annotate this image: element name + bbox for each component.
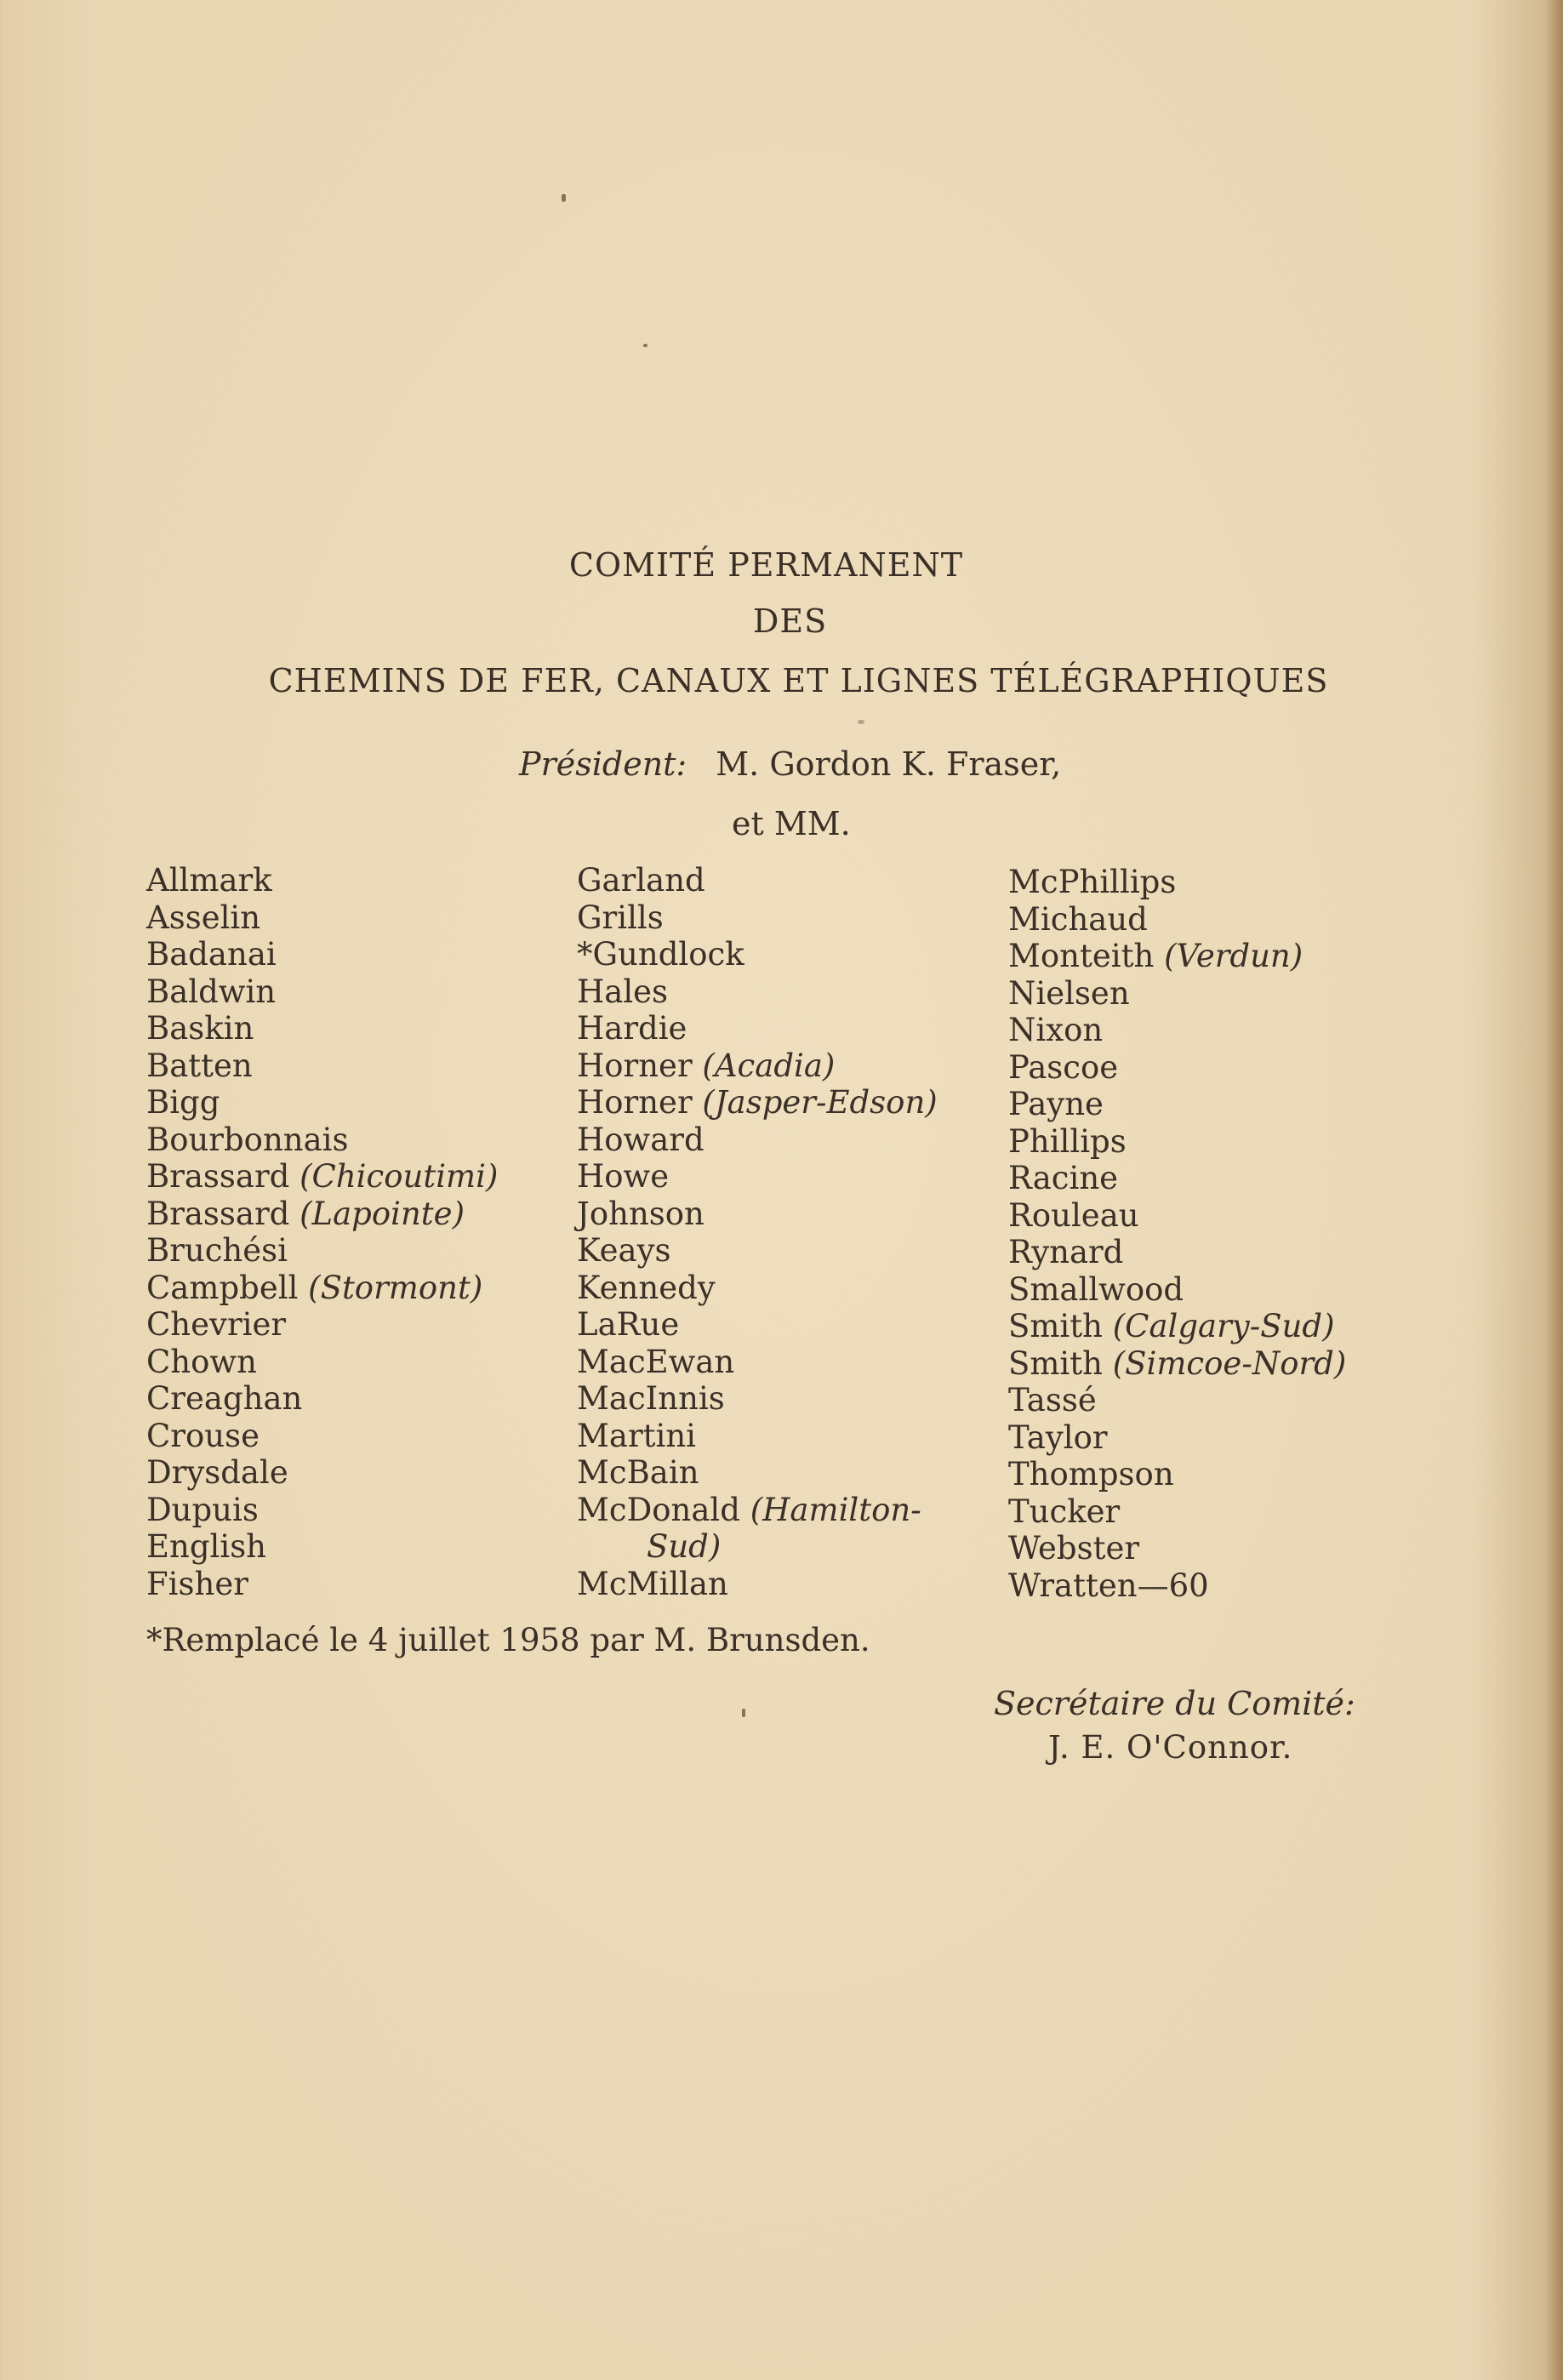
member-entry [146,1454,498,1492]
member-entry [1008,1345,1346,1383]
member-name: Asselin [146,899,261,936]
member-entry [1008,1567,1346,1605]
member-name: Thompson [1008,1456,1174,1492]
member-name: McBain [577,1454,699,1491]
member-name: MacInnis [577,1380,725,1417]
president-name: M. Gordon K. Fraser, [716,745,1062,783]
member-name: Payne [1008,1086,1104,1122]
member-name: Keays [577,1232,671,1269]
member-name: Chevrier [146,1306,287,1343]
member-district: (Simcoe-Nord) [1112,1344,1347,1382]
member-entry [1008,1234,1346,1271]
member-entry [577,1158,938,1196]
member-name: Baldwin [146,973,277,1010]
member-entry [1008,1456,1346,1493]
member-entry [1008,1160,1346,1197]
member-entry [1008,1308,1346,1345]
member-entry [146,1492,498,1529]
page-edge-shadow [1544,0,1563,2380]
member-district: (Lapointe) [299,1195,465,1232]
member-name: McPhillips [1008,864,1177,900]
paper-speck [562,194,566,202]
member-name: Dupuis [146,1491,259,1528]
member-name: Tassé [1008,1382,1097,1418]
member-entry [146,1010,498,1047]
member-name: Batten [146,1047,253,1084]
member-name: Creaghan [146,1380,303,1417]
member-entry [577,1047,938,1085]
member-entry [577,1232,938,1270]
member-name: Allmark [146,862,272,899]
member-entry [146,936,498,973]
member-name: Monteith [1008,938,1165,974]
member-name: Hardie [577,1010,687,1047]
members-intro: et MM. [732,805,851,842]
member-entry [146,1047,498,1085]
member-name: Phillips [1008,1122,1127,1160]
member-entry [1008,1530,1346,1567]
member-name: Nielsen [1008,974,1130,1012]
member-name: Bigg [146,1084,220,1121]
secretary-name: J. E. O'Connor. [1048,1729,1293,1766]
member-entry [577,1196,938,1233]
member-entry [577,1418,938,1455]
member-name: Drysdale [146,1454,288,1491]
member-entry [146,1196,498,1233]
member-name: Wratten—60 [1008,1567,1209,1604]
member-entry [577,899,938,937]
member-entry [1008,975,1346,1013]
member-name: Rynard [1008,1234,1124,1270]
member-entry [146,1566,498,1603]
member-entry [146,1528,498,1566]
member-name: Bruchési [146,1232,288,1269]
member-name: Horner [577,1047,703,1084]
member-name: Taylor [1008,1418,1108,1456]
member-entry [1008,1493,1346,1531]
member-name: MacEwan [577,1343,735,1380]
member-name: Brassard [146,1158,300,1195]
member-name: Tucker [1008,1492,1121,1530]
replacement-footnote: *Remplacé le 4 juillet 1958 par M. Brunsden. [146,1622,870,1658]
member-name: Pascoe [1008,1048,1119,1086]
member-entry [146,1158,498,1196]
member-name: Hales [577,973,669,1010]
member-entry [577,1084,938,1122]
member-entry [1008,1197,1346,1235]
member-entry [577,1380,938,1418]
member-name: Racine [1008,1160,1119,1196]
secretary-title: Secrétaire du Comité: [994,1685,1355,1722]
member-entry [577,1492,938,1529]
member-district: (Hamilton- [750,1491,921,1528]
member-entry [1008,1123,1346,1161]
president-label: Président: [519,745,687,783]
member-entry [577,1306,938,1344]
members-column-2 [577,862,938,1602]
member-entry [1008,1271,1346,1309]
member-entry [1008,938,1346,975]
paper-speck [643,344,647,347]
member-entry [1008,864,1346,901]
member-entry [1008,1086,1346,1123]
member-entry [146,899,498,937]
member-entry [577,973,938,1011]
member-entry [146,1232,498,1270]
member-name: Brassard [146,1195,300,1232]
member-name: Fisher [146,1565,248,1602]
member-district: Sud) [647,1528,722,1565]
member-district: (Calgary-Sud) [1112,1308,1335,1344]
member-name: Badanai [146,936,277,973]
member-name: Johnson [577,1195,704,1232]
member-district: (Chicoutimi) [299,1158,499,1195]
member-name: Chown [146,1343,257,1380]
member-entry [577,936,938,973]
ornament-dot [858,720,864,724]
member-name: McMillan [577,1565,728,1602]
paper-speck [742,1709,745,1717]
member-district: (Stormont) [308,1269,483,1306]
member-entry [146,1270,498,1307]
members-column-3 [1008,864,1346,1604]
committee-title-line-1: COMITÉ PERMANENT [568,546,964,584]
member-name: Grills [577,899,664,936]
member-name: *Gundlock [577,936,744,973]
members-column-1 [146,862,498,1602]
committee-title-line-3: CHEMINS DE FER, CANAUX ET LIGNES TÉLÉGRAPHIQUES [268,662,1329,699]
member-entry [577,1344,938,1381]
member-entry [577,862,938,899]
member-entry [577,1122,938,1159]
member-entry [1008,1382,1346,1419]
member-name: Baskin [146,1010,254,1047]
member-district: (Jasper-Edson) [702,1084,938,1121]
member-name: McDonald [577,1491,750,1528]
member-entry [146,1418,498,1455]
member-name: Rouleau [1008,1196,1139,1234]
member-entry [146,862,498,899]
member-entry [1008,1419,1346,1457]
member-name: Campbell [146,1269,309,1306]
member-district: (Acadia) [702,1047,836,1084]
member-entry [1008,1049,1346,1087]
member-name: Kennedy [577,1269,716,1306]
member-name: LaRue [577,1306,680,1343]
member-name: Smallwood [1008,1270,1184,1308]
member-entry [146,1084,498,1122]
member-name: Michaud [1008,900,1148,938]
member-name: Crouse [146,1417,260,1454]
member-entry [146,1306,498,1344]
member-entry [577,1010,938,1047]
president-line [519,745,1061,783]
member-entry [1008,901,1346,939]
member-name: Nixon [1008,1012,1104,1048]
committee-title-line-2: DES [752,602,828,640]
member-entry [577,1454,938,1492]
member-entry [577,1566,938,1603]
member-entry [577,1528,938,1566]
member-entry [1008,1012,1346,1049]
member-entry [577,1270,938,1307]
member-entry [146,1344,498,1381]
member-name: Howard [577,1121,704,1158]
member-name: Webster [1008,1530,1140,1567]
member-entry [146,1122,498,1159]
member-name: Bourbonnais [146,1121,349,1158]
member-name: Garland [577,862,705,899]
member-name: English [146,1528,267,1565]
member-name: Smith [1008,1308,1113,1344]
member-name: Martini [577,1417,696,1454]
member-name: Smith [1008,1344,1113,1382]
member-name: Howe [577,1158,670,1195]
member-name: Horner [577,1084,703,1121]
member-entry [146,1380,498,1418]
member-entry [146,973,498,1011]
member-district: (Verdun) [1164,938,1303,974]
